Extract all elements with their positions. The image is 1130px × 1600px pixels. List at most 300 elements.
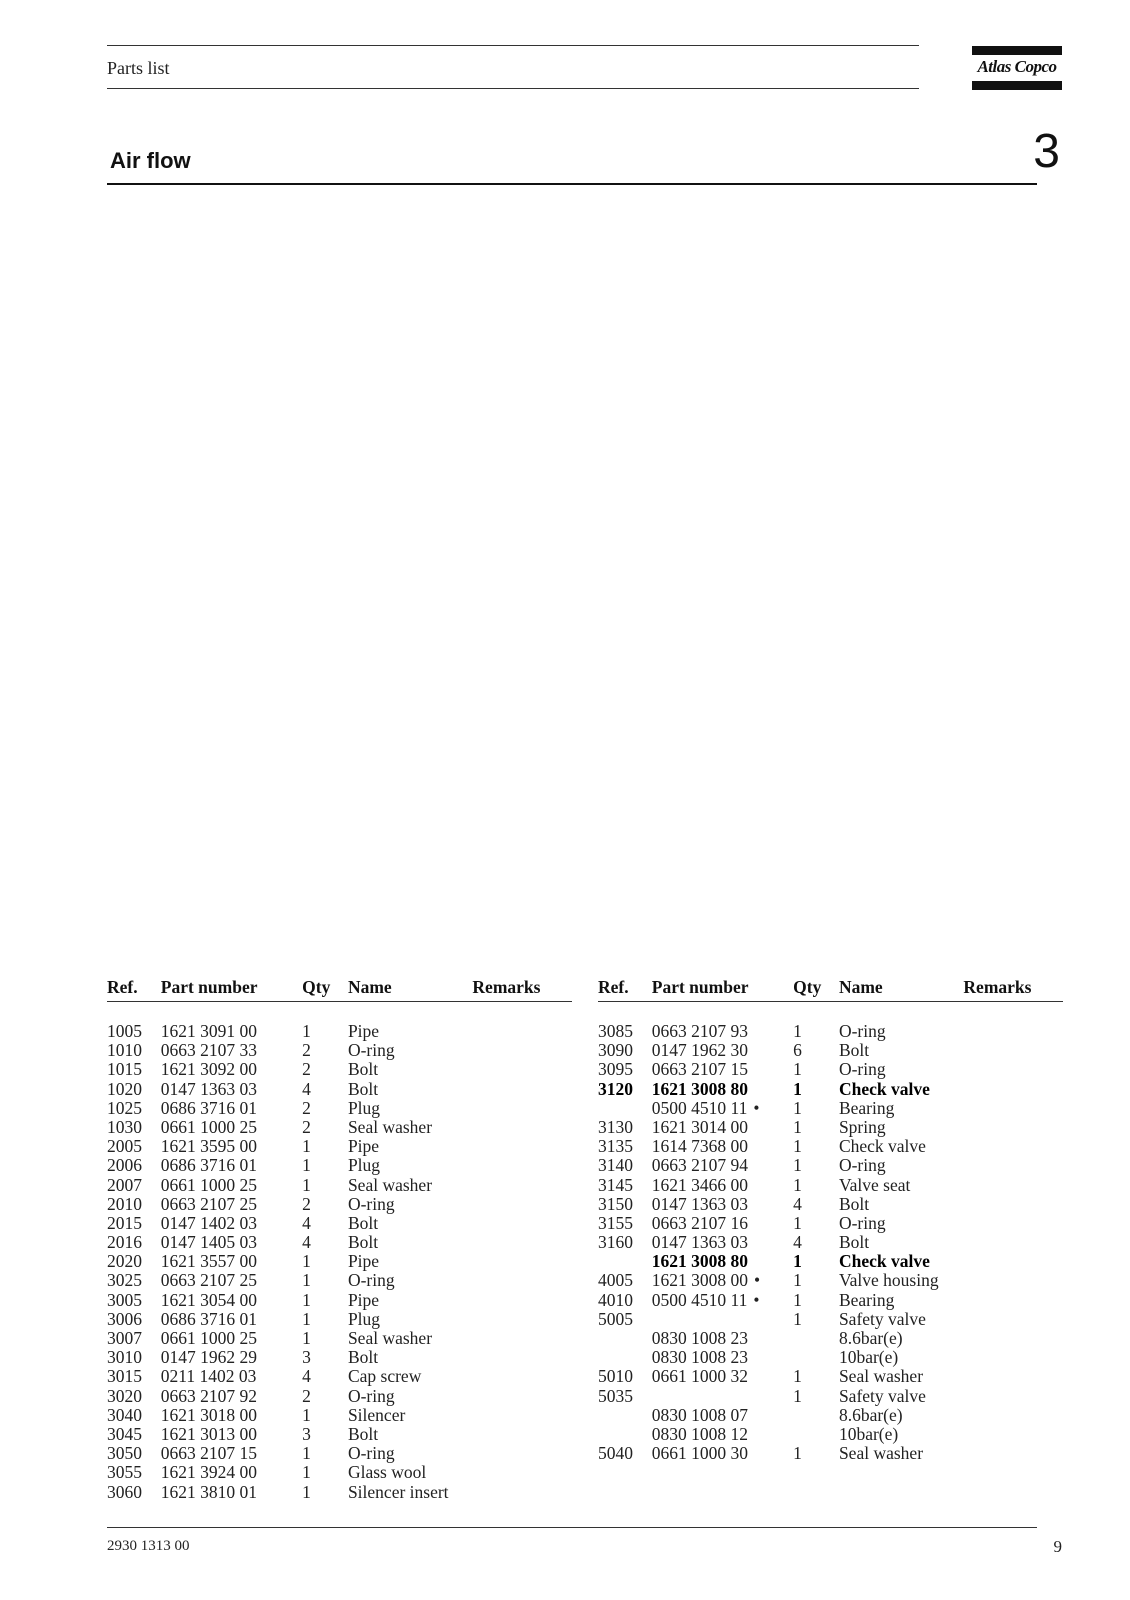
cell-remarks <box>963 1233 1063 1252</box>
header-bottom-rule <box>107 88 919 89</box>
parts-table-left <box>107 978 572 1502</box>
table-row <box>107 1118 572 1137</box>
table-row <box>107 1406 572 1425</box>
cell-qty: 1 <box>302 1308 311 1329</box>
part-number-text: 0663 2107 25 <box>160 1270 258 1291</box>
cell-remarks <box>963 1367 1063 1386</box>
cell-ref: 1030 <box>107 1116 142 1137</box>
cell-qty: 1 <box>793 1078 802 1099</box>
cell-qty: 1 <box>302 1289 311 1310</box>
cell-qty: 1 <box>793 1212 802 1233</box>
cell-remarks <box>963 1137 1063 1156</box>
cell-qty: 1 <box>793 1174 802 1195</box>
cell-remarks <box>472 1214 572 1233</box>
document-number: 2930 1313 00 <box>107 1538 190 1554</box>
cell-name: 8.6bar(e) <box>838 1404 903 1425</box>
cell-remarks <box>472 1348 572 1367</box>
cell-qty: 2 <box>302 1193 311 1214</box>
cell-part-number <box>652 1329 793 1348</box>
part-number-text: 0830 1008 12 <box>651 1423 749 1444</box>
part-number-text: 0830 1008 23 <box>651 1328 749 1348</box>
cell-remarks <box>472 1406 572 1425</box>
cell-name: Bolt <box>838 1040 870 1061</box>
part-number-text: 0663 2107 15 <box>651 1059 749 1080</box>
cell-ref: 1020 <box>107 1078 142 1099</box>
cell-remarks <box>472 1195 572 1214</box>
cell-qty: 1 <box>793 1251 802 1272</box>
cell-remarks <box>472 1329 572 1348</box>
cell-qty: 6 <box>793 1040 802 1061</box>
table-row <box>598 1406 1063 1425</box>
cell-name: Bolt <box>347 1078 379 1099</box>
cell-name: Seal washer <box>347 1174 433 1195</box>
cell-ref: 2007 <box>107 1174 142 1195</box>
cell-name: Check valve <box>838 1136 926 1157</box>
col-part-header: Part number <box>160 977 258 997</box>
cell-part-number <box>161 1463 302 1482</box>
cell-qty: 2 <box>302 1097 311 1118</box>
cell-name: O-ring <box>838 1155 886 1176</box>
table-row <box>107 1425 572 1444</box>
cell-name: O-ring <box>347 1385 395 1406</box>
cell-ref: 3060 <box>107 1481 142 1502</box>
part-number-text: 0663 2107 93 <box>651 1021 749 1041</box>
cell-remarks <box>472 1118 572 1137</box>
cell-ref <box>598 1099 652 1118</box>
part-number-text: 0211 1402 03 <box>160 1366 257 1387</box>
cell-ref: 3015 <box>107 1366 142 1387</box>
part-number-text: 0686 3716 01 <box>160 1308 258 1329</box>
cell-name: Bearing <box>838 1289 895 1310</box>
cell-ref <box>598 1329 652 1348</box>
header-top-rule <box>107 45 919 46</box>
cell-remarks <box>472 1022 572 1041</box>
cell-part-number <box>161 1444 302 1463</box>
logo-bottom-bar <box>972 81 1062 90</box>
cell-ref: 3040 <box>107 1404 142 1425</box>
atlas-copco-logo <box>972 46 1062 90</box>
cell-name: 10bar(e) <box>838 1347 899 1368</box>
cell-ref: 3025 <box>107 1270 142 1291</box>
table-row <box>598 1310 1063 1329</box>
cell-part-number <box>652 1156 793 1175</box>
cell-remarks <box>472 1425 572 1444</box>
cell-name: Pipe <box>347 1021 380 1041</box>
part-number-text: 0661 1000 30 <box>651 1443 749 1464</box>
cell-ref: 3010 <box>107 1347 142 1368</box>
cell-qty: 4 <box>302 1232 311 1253</box>
cell-remarks <box>963 1195 1063 1214</box>
cell-qty: 1 <box>793 1155 802 1176</box>
part-number-text: 0661 1000 25 <box>160 1116 258 1137</box>
part-number-text: 1621 3092 00 <box>160 1059 258 1080</box>
cell-part-number <box>652 1271 793 1290</box>
cell-name: Seal washer <box>347 1328 433 1348</box>
cell-part-number <box>161 1310 302 1329</box>
cell-qty: 1 <box>793 1385 802 1406</box>
cell-part-number <box>652 1444 793 1463</box>
cell-remarks <box>472 1041 572 1060</box>
logo-top-bar <box>972 46 1062 55</box>
cell-qty: 1 <box>793 1443 802 1464</box>
part-number-text: 0663 2107 15 <box>160 1443 258 1464</box>
table-row <box>107 1080 572 1099</box>
cell-ref: 1010 <box>107 1040 142 1061</box>
cell-remarks <box>472 1060 572 1079</box>
cell-name: Bolt <box>838 1193 870 1214</box>
cell-part-number <box>161 1195 302 1214</box>
cell-remarks <box>963 1425 1063 1444</box>
cell-part-number <box>652 1022 793 1041</box>
bullet-marker: • <box>753 1097 760 1118</box>
cell-ref <box>598 1348 652 1367</box>
table-row <box>598 1291 1063 1310</box>
cell-part-number <box>652 1080 793 1099</box>
col-remarks-header: Remarks <box>963 977 1032 997</box>
cell-name: Cap screw <box>347 1366 422 1387</box>
part-number-text: 1621 3466 00 <box>651 1174 749 1195</box>
cell-part-number <box>652 1387 793 1406</box>
cell-name: Bolt <box>347 1212 379 1233</box>
table-row <box>107 1022 572 1041</box>
cell-qty: 1 <box>793 1059 802 1080</box>
cell-qty: 4 <box>302 1212 311 1233</box>
cell-name: Seal washer <box>838 1443 924 1464</box>
cell-remarks <box>963 1310 1063 1329</box>
part-number-text: 1621 3091 00 <box>160 1021 258 1041</box>
table-row <box>107 1387 572 1406</box>
section-rule <box>107 183 1037 185</box>
cell-ref: 5035 <box>598 1385 633 1406</box>
cell-ref: 4010 <box>598 1289 633 1310</box>
cell-remarks <box>963 1099 1063 1118</box>
cell-part-number <box>161 1348 302 1367</box>
part-number-text: 0147 1402 03 <box>160 1212 258 1233</box>
table-row <box>107 1329 572 1348</box>
cell-remarks <box>472 1252 572 1271</box>
part-number-text: 0830 1008 23 <box>651 1347 749 1368</box>
cell-name: Seal washer <box>347 1116 433 1137</box>
section-number: 3 <box>1033 125 1060 178</box>
cell-name: Silencer insert <box>347 1481 449 1502</box>
cell-part-number <box>652 1406 793 1425</box>
part-number-text: 0663 2107 33 <box>160 1040 258 1061</box>
table-row <box>107 1483 572 1502</box>
part-number-text: 1621 3054 00 <box>160 1289 258 1310</box>
cell-part-number <box>161 1118 302 1137</box>
cell-qty: 2 <box>302 1059 311 1080</box>
part-number-text: 0663 2107 25 <box>160 1193 258 1214</box>
cell-qty: 2 <box>302 1040 311 1061</box>
cell-qty: 1 <box>302 1251 311 1272</box>
table-row <box>598 1233 1063 1252</box>
cell-part-number <box>161 1483 302 1502</box>
part-number-text: 0661 1000 25 <box>160 1174 258 1195</box>
cell-name: O-ring <box>347 1193 395 1214</box>
cell-part-number <box>652 1233 793 1252</box>
part-number-text: 1621 3008 80 <box>651 1078 749 1099</box>
cell-part-number <box>652 1425 793 1444</box>
cell-name: Bearing <box>838 1097 895 1118</box>
page-number: 9 <box>1053 1537 1062 1556</box>
table-header-rule <box>107 1001 572 1002</box>
cell-ref: 4005 <box>598 1270 633 1291</box>
table-row <box>107 1271 572 1290</box>
cell-qty: 4 <box>302 1366 311 1387</box>
illustration-area <box>107 200 1037 940</box>
table-row <box>107 1444 572 1463</box>
cell-ref: 3140 <box>598 1155 633 1176</box>
cell-remarks <box>472 1291 572 1310</box>
cell-name: O-ring <box>347 1443 395 1464</box>
cell-qty <box>793 1425 839 1444</box>
cell-part-number <box>652 1118 793 1137</box>
part-number-text: 1621 3008 80 <box>651 1251 749 1272</box>
cell-remarks <box>963 1329 1063 1348</box>
col-part-header: Part number <box>651 977 749 997</box>
cell-qty: 1 <box>302 1462 311 1483</box>
cell-name: Plug <box>347 1097 381 1118</box>
cell-ref: 3020 <box>107 1385 142 1406</box>
part-number-text: 0830 1008 07 <box>651 1404 749 1425</box>
bullet-marker: • <box>754 1270 761 1291</box>
cell-remarks <box>963 1080 1063 1099</box>
cell-part-number <box>161 1022 302 1041</box>
cell-remarks <box>963 1156 1063 1175</box>
cell-remarks <box>472 1483 572 1502</box>
cell-part-number <box>161 1214 302 1233</box>
cell-part-number <box>652 1060 793 1079</box>
table-row <box>107 1137 572 1156</box>
part-number-text: 0147 1962 29 <box>160 1347 258 1368</box>
cell-qty: 1 <box>793 1308 802 1329</box>
col-remarks-header: Remarks <box>472 977 541 997</box>
table-row <box>598 1099 1063 1118</box>
cell-name: Safety valve <box>838 1385 926 1406</box>
cell-part-number <box>161 1329 302 1348</box>
col-qty-header: Qty <box>793 977 822 997</box>
part-number-text: 0500 4510 11 <box>651 1289 748 1310</box>
cell-remarks <box>963 1406 1063 1425</box>
cell-qty: 1 <box>302 1136 311 1157</box>
table-row <box>107 1291 572 1310</box>
section-title: Air flow <box>110 148 191 173</box>
cell-ref: 3155 <box>598 1212 633 1233</box>
cell-name: Bolt <box>838 1232 870 1253</box>
part-number-text: 1621 3013 00 <box>160 1423 258 1444</box>
cell-name: Glass wool <box>347 1462 427 1483</box>
cell-remarks <box>963 1291 1063 1310</box>
cell-name: Seal washer <box>838 1366 924 1387</box>
part-number-text: 1621 3018 00 <box>160 1404 258 1425</box>
cell-name: Valve seat <box>838 1174 911 1195</box>
cell-part-number <box>652 1310 793 1329</box>
cell-remarks <box>963 1271 1063 1290</box>
logo-text: Atlas Copco <box>977 57 1057 76</box>
cell-qty: 1 <box>302 1174 311 1195</box>
cell-name: Pipe <box>347 1136 380 1157</box>
table-row <box>107 1367 572 1386</box>
cell-part-number <box>652 1252 793 1271</box>
cell-remarks <box>472 1310 572 1329</box>
footer-rule <box>107 1527 1037 1528</box>
part-number-text: 0661 1000 32 <box>651 1366 749 1387</box>
part-number-text: 1621 3810 01 <box>160 1481 258 1502</box>
cell-ref: 1005 <box>107 1021 142 1041</box>
table-row <box>598 1387 1063 1406</box>
cell-ref: 5010 <box>598 1366 633 1387</box>
table-row <box>598 1195 1063 1214</box>
table-row <box>598 1060 1063 1079</box>
table-row <box>598 1425 1063 1444</box>
cell-name: Bolt <box>347 1232 379 1253</box>
cell-ref <box>598 1425 652 1444</box>
table-row <box>598 1041 1063 1060</box>
cell-ref: 3090 <box>598 1040 633 1061</box>
cell-qty: 4 <box>302 1078 311 1099</box>
part-number-text: 0147 1363 03 <box>651 1193 749 1214</box>
part-number-text: 0147 1363 03 <box>160 1078 258 1099</box>
cell-qty: 3 <box>302 1347 311 1368</box>
cell-remarks <box>472 1271 572 1290</box>
table-row <box>598 1271 1063 1290</box>
table-row <box>598 1137 1063 1156</box>
cell-remarks <box>963 1252 1063 1271</box>
cell-remarks <box>472 1444 572 1463</box>
table-row <box>107 1233 572 1252</box>
part-number-text: 0663 2107 92 <box>160 1385 258 1406</box>
cell-ref: 3130 <box>598 1116 633 1137</box>
table-row <box>107 1310 572 1329</box>
table-row <box>598 1444 1063 1463</box>
cell-qty: 1 <box>302 1155 311 1176</box>
cell-qty: 1 <box>793 1289 802 1310</box>
cell-qty: 1 <box>302 1443 311 1464</box>
cell-ref: 3160 <box>598 1232 633 1253</box>
part-number-text: 1621 3595 00 <box>160 1136 258 1157</box>
cell-remarks <box>472 1233 572 1252</box>
part-number-text: 0147 1962 30 <box>651 1040 749 1061</box>
col-name-header: Name <box>347 977 392 997</box>
cell-remarks <box>963 1348 1063 1367</box>
cell-qty: 4 <box>793 1232 802 1253</box>
cell-part-number <box>161 1271 302 1290</box>
cell-remarks <box>472 1156 572 1175</box>
cell-name: O-ring <box>838 1059 886 1080</box>
part-number-text: 1621 3014 00 <box>651 1116 749 1137</box>
table-header-rule <box>598 1001 1063 1002</box>
cell-qty <box>793 1406 839 1425</box>
cell-remarks <box>963 1214 1063 1233</box>
cell-ref <box>598 1406 652 1425</box>
cell-part-number <box>161 1137 302 1156</box>
cell-qty: 4 <box>793 1193 802 1214</box>
cell-remarks <box>963 1444 1063 1463</box>
cell-remarks <box>472 1387 572 1406</box>
table-row <box>107 1060 572 1079</box>
cell-qty: 1 <box>302 1270 311 1291</box>
cell-part-number <box>652 1367 793 1386</box>
cell-remarks <box>963 1176 1063 1195</box>
parts-table-right <box>598 978 1063 1463</box>
cell-part-number <box>652 1291 793 1310</box>
cell-remarks <box>472 1137 572 1156</box>
cell-qty: 2 <box>302 1116 311 1137</box>
cell-ref: 2010 <box>107 1193 142 1214</box>
cell-name: Plug <box>347 1155 381 1176</box>
cell-ref: 3135 <box>598 1136 633 1157</box>
cell-name: Pipe <box>347 1289 380 1310</box>
cell-ref: 1015 <box>107 1059 142 1080</box>
cell-ref: 3006 <box>107 1308 142 1329</box>
cell-ref: 2015 <box>107 1212 142 1233</box>
col-name-header: Name <box>838 977 883 997</box>
cell-ref <box>598 1252 652 1271</box>
cell-ref: 5040 <box>598 1443 633 1464</box>
cell-name: Valve housing <box>838 1270 939 1291</box>
cell-part-number <box>652 1214 793 1233</box>
table-row <box>598 1118 1063 1137</box>
col-ref-header: Ref. <box>598 977 629 997</box>
cell-part-number <box>161 1252 302 1271</box>
part-number-text: 0663 2107 94 <box>651 1155 749 1176</box>
cell-part-number <box>161 1387 302 1406</box>
cell-part-number <box>652 1176 793 1195</box>
part-number-text: 0147 1405 03 <box>160 1232 258 1253</box>
cell-part-number <box>652 1195 793 1214</box>
bullet-marker: • <box>753 1289 760 1310</box>
cell-name: Pipe <box>347 1251 380 1272</box>
cell-part-number <box>161 1233 302 1252</box>
part-number-text: 0500 4510 11 <box>651 1097 748 1118</box>
cell-ref: 2016 <box>107 1232 142 1253</box>
part-number-text: 0686 3716 01 <box>160 1155 258 1176</box>
cell-name: Bolt <box>347 1059 379 1080</box>
cell-part-number <box>652 1099 793 1118</box>
cell-remarks <box>963 1041 1063 1060</box>
header-title: Parts list <box>107 58 170 78</box>
cell-name: O-ring <box>838 1212 886 1233</box>
cell-name: Check valve <box>838 1078 930 1099</box>
cell-part-number <box>161 1425 302 1444</box>
cell-name: Plug <box>347 1308 381 1329</box>
cell-qty: 1 <box>793 1021 802 1041</box>
cell-qty: 3 <box>302 1423 311 1444</box>
table-body <box>598 1022 1063 1463</box>
part-number-text: 0686 3716 01 <box>160 1097 258 1118</box>
cell-name: Safety valve <box>838 1308 926 1329</box>
table-row <box>598 1367 1063 1386</box>
part-number-text: 1621 3008 00 <box>651 1270 749 1291</box>
col-ref-header: Ref. <box>107 977 138 997</box>
table-row <box>598 1080 1063 1099</box>
cell-name: O-ring <box>347 1040 395 1061</box>
cell-remarks <box>963 1060 1063 1079</box>
cell-remarks <box>472 1080 572 1099</box>
cell-part-number <box>161 1041 302 1060</box>
table-header <box>107 978 572 1000</box>
cell-part-number <box>161 1367 302 1386</box>
part-number-text: 0147 1363 03 <box>651 1232 749 1253</box>
table-row <box>107 1252 572 1271</box>
cell-ref: 2020 <box>107 1251 142 1272</box>
cell-name: Spring <box>838 1116 886 1137</box>
cell-part-number <box>161 1291 302 1310</box>
cell-ref: 3045 <box>107 1423 142 1444</box>
cell-name: Check valve <box>838 1251 930 1272</box>
cell-ref: 3120 <box>598 1078 633 1099</box>
table-row <box>107 1156 572 1175</box>
